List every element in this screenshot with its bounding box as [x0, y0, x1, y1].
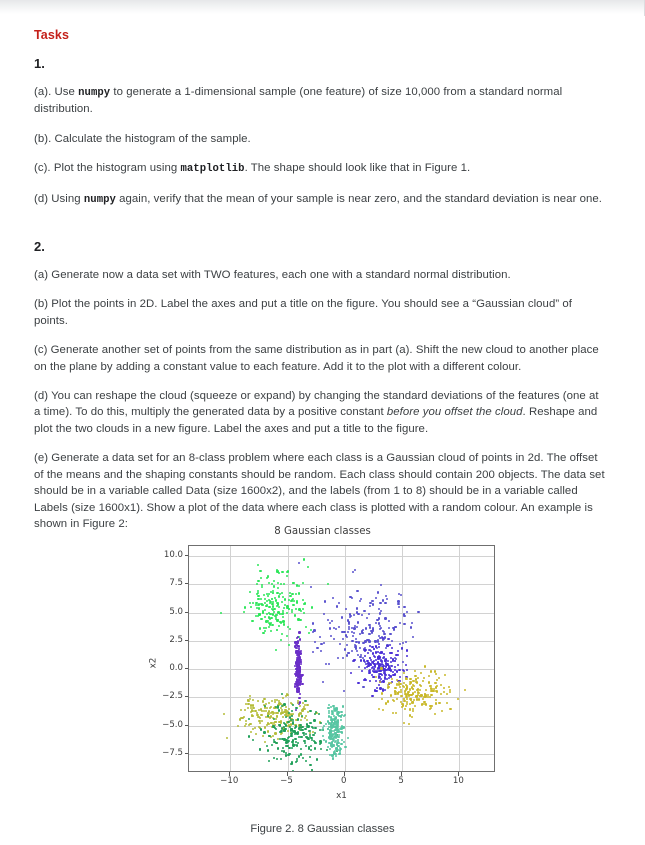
y-axis-tick-labels: [155, 545, 183, 772]
question-1-items: [34, 84, 607, 208]
page-top-edge-shadow: [0, 0, 645, 14]
y-tick-mark: [185, 696, 189, 697]
x-tick-label: 5: [398, 776, 404, 786]
question-2-number: 2.: [34, 239, 45, 255]
y-axis-label: x2: [148, 657, 159, 669]
text-run: (b) Plot the points in 2D. Label the axes and put a title on the figure. You should see a “Gaussian cloud” of points.: [34, 298, 572, 327]
text-run: (c). Plot the histogram using: [34, 162, 181, 175]
text-run: . The shape should look like that in Figure 1.: [244, 162, 471, 175]
document-body: [34, 28, 607, 545]
paragraph-2d: [34, 388, 607, 437]
section-title: Tasks: [34, 28, 70, 42]
text-run: (d) Using: [34, 192, 84, 205]
x-tick-mark: [344, 772, 345, 776]
y-tick-mark: [185, 612, 189, 613]
emphasis-text: before you offset the cloud: [386, 406, 523, 419]
y-tick-mark: [185, 583, 189, 584]
y-tick-mark: [185, 668, 189, 669]
text-run: (d) You can reshape the cloud (squeeze or expand) by changing the standard deviations of the features (one at a time). To do this, multiply the generated data by a positive constant: [34, 390, 599, 419]
code-token: numpy: [78, 87, 111, 99]
x-tick-label: −5: [280, 776, 293, 786]
text-run: (a). Use: [34, 86, 79, 98]
paragraph-2b: [34, 296, 607, 329]
paragraph-1b: [34, 131, 607, 147]
scatter-chart: [0, 516, 645, 806]
y-tick-label: 5.0: [169, 606, 183, 617]
x-tick-mark: [287, 772, 288, 776]
x-tick-label: 10: [452, 776, 464, 786]
text-run: again, verify that the mean of your sample is near zero, and the standard deviation is near one.: [115, 192, 602, 205]
x-tick-label: −10: [220, 776, 239, 786]
x-tick-label: 0: [341, 776, 347, 786]
text-run: (c) Generate another set of points from the same distribution as in part (a). Shift the new cloud to another place on the plane by adding a constant value to each feature. Add it to the plot with a different colour.: [34, 344, 599, 373]
text-run: (b). Calculate the histogram of the sample.: [34, 132, 251, 145]
figure-2-container: [0, 516, 645, 835]
text-run: to generate a 1-dimensional sample (one feature) of size 10,000 from a standard normal distribution.: [34, 86, 563, 116]
text-run: (e) Generate a data set for an 8-class problem where each class is a Gaussian cloud of points in 2d. The offset of the means and the shaping constants should be random. Each class should contain 200 objects. The data set should be in a variable called Data (size 1600x2), and the labels (from 1 to 8) should be in a variable called Labels (size 1600x1). Show a plot of the data where each class is plotted with a random colour. An example is shown in Figure 2:: [34, 452, 605, 530]
text-run: . Reshape and plot the two clouds in a new figure. Label the axes and put a title to the figure.: [34, 406, 598, 435]
y-tick-label: 10.0: [163, 550, 183, 561]
y-tick-mark: [185, 725, 189, 726]
y-tick-label: −2.5: [162, 691, 183, 702]
figure-caption: Figure 2. 8 Gaussian classes: [250, 823, 395, 835]
y-tick-label: 0.0: [169, 663, 183, 674]
y-tick-mark: [185, 640, 189, 641]
y-tick-label: 7.5: [169, 578, 183, 589]
paragraph-2c: [34, 342, 607, 375]
y-tick-label: −5.0: [162, 719, 183, 730]
paragraph-1a: [34, 84, 607, 118]
y-tick-mark: [185, 753, 189, 754]
x-axis-tick-labels: [188, 776, 495, 790]
chart-title: 8 Gaussian classes: [274, 526, 371, 537]
axis-tick-marks: [188, 545, 495, 772]
question-2-items: [34, 267, 607, 532]
code-token: matplotlib: [180, 163, 245, 176]
x-tick-mark: [458, 772, 459, 776]
x-tick-mark: [229, 772, 230, 776]
question-1-number: 1.: [34, 56, 45, 71]
text-run: (a) Generate now a data set with TWO features, each one with a standard normal distribution.: [34, 269, 511, 282]
x-tick-mark: [401, 772, 402, 776]
paragraph-1c: [34, 160, 607, 177]
x-axis-label: x1: [336, 791, 347, 801]
y-tick-mark: [185, 555, 189, 556]
y-tick-label: −7.5: [162, 747, 183, 758]
code-token: numpy: [83, 193, 116, 206]
y-tick-label: 2.5: [169, 634, 183, 645]
paragraph-2a: [34, 267, 607, 283]
paragraph-1d: [34, 191, 607, 208]
